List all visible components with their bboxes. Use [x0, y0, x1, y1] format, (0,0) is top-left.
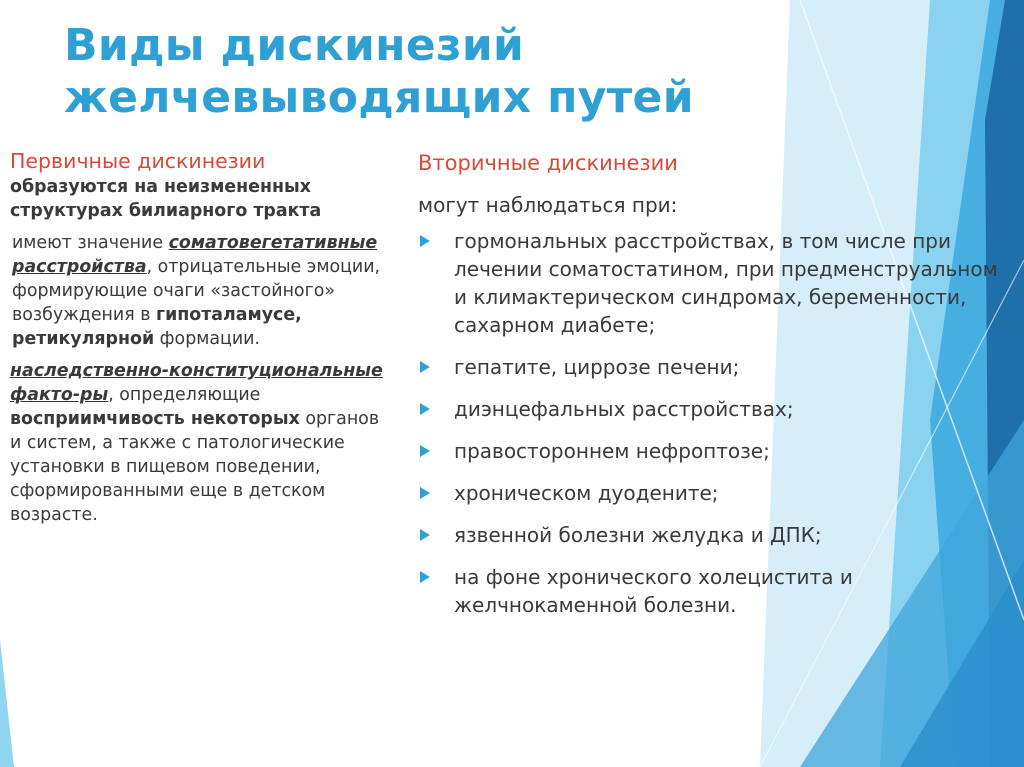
list-item: гормональных расстройствах, в том числе при лечении соматостатином, при предменструальном и климактерическом синдромах, беременности, сахарном диабете;	[418, 227, 1008, 339]
p1-emphasis: соматовегетативные расстройства	[12, 233, 378, 277]
list-item: хроническом дуодените;	[418, 479, 1008, 507]
page-title	[64, 20, 784, 124]
p2-bold: восприимчивость некоторых	[10, 409, 300, 429]
p1-bold: гипоталамусе, ретикулярной	[12, 305, 302, 349]
primary-paragraph-2	[10, 359, 395, 527]
list-item: язвенной болезни желудка и ДПК;	[418, 521, 1008, 549]
list-item: на фоне хронического холецистита и желчнокаменной болезни.	[418, 563, 1008, 619]
triangle-bullet-icon	[420, 235, 430, 247]
list-item: правостороннем нефроптозе;	[418, 437, 1008, 465]
triangle-bullet-icon	[420, 361, 430, 373]
list-item: диэнцефальных расстройствах;	[418, 395, 1008, 423]
primary-paragraph-1	[10, 231, 395, 351]
p1-text-1: имеют значение	[12, 233, 169, 253]
p2-emphasis: наследственно-конституциональные факто-ры	[10, 361, 383, 405]
title-line-2: желчевыводящих путей	[64, 72, 694, 123]
secondary-causes-list	[418, 227, 1008, 619]
triangle-bullet-icon	[420, 529, 430, 541]
triangle-bullet-icon	[420, 445, 430, 457]
title-line-1: Виды дискинезий	[64, 20, 525, 71]
p2-text-2: органов и систем, а также с патологические установки в пищевом поведении, сформированными еще в детском возрасте.	[10, 409, 380, 525]
facet-left-edge	[0, 640, 14, 767]
secondary-dyskinesia-column	[418, 150, 1008, 633]
list-item: гепатите, циррозе печени;	[418, 353, 1008, 381]
triangle-bullet-icon	[420, 403, 430, 415]
primary-intro: образуются на неизмененных структурах билиарного тракта	[10, 177, 322, 221]
triangle-bullet-icon	[420, 487, 430, 499]
p1-text-3: формации.	[154, 329, 260, 349]
secondary-heading: Вторичные дискинезии	[418, 151, 678, 175]
triangle-bullet-icon	[420, 571, 430, 583]
primary-heading: Первичные дискинезии	[10, 149, 266, 173]
secondary-lead: могут наблюдаться при:	[418, 193, 678, 217]
p1-text-2: , отрицательные эмоции, формирующие очаги «застойного» возбуждения в	[12, 257, 381, 325]
p2-text-1: , определяющие	[108, 385, 261, 405]
primary-dyskinesia-column	[10, 148, 395, 527]
